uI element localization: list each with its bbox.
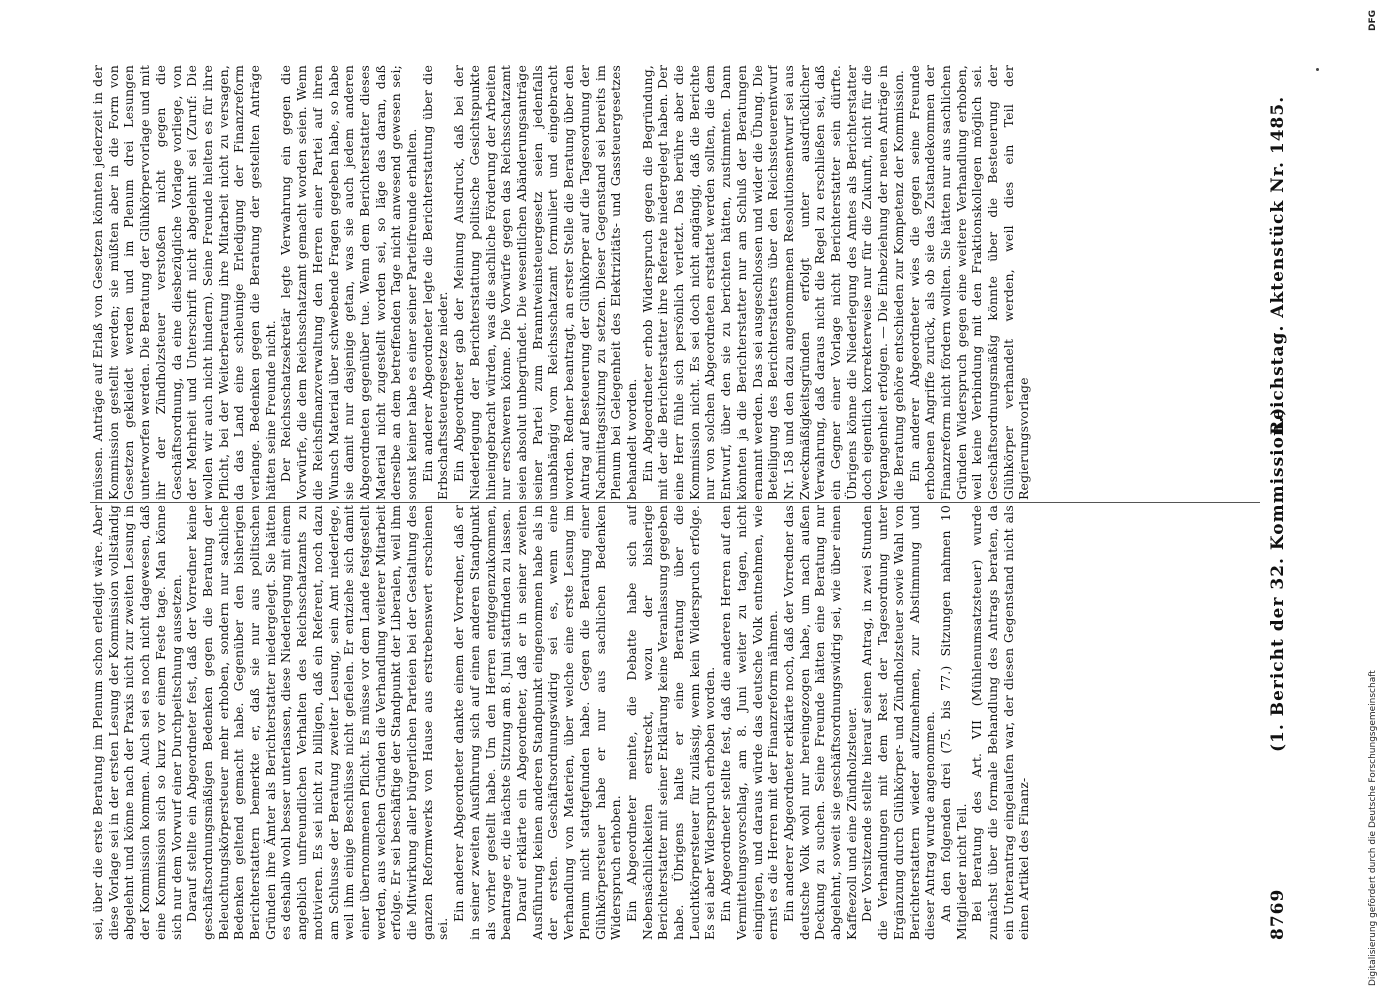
column-divider [90, 502, 1260, 503]
print-speck [1316, 68, 1319, 71]
paragraph: Der Reichsschatzsekretär legte Verwahrung ein gegen die Vorwürfe, die dem Reichsschatzamt gemacht worden seien. Wenn die Reichsfinanzverwaltung den Herren einer Partei auf ihren Wunsch Material über schwebende Fragen gegeben habe, so habe sie damit nur dasjenige getan, was sie auch jedem anderen Abgeordneten gegenüber tue. Wenn dem Berichterstatter dieses Material nicht zugestellt worden sei, so läge das daran, daß derselbe an dem betreffenden Tage nicht anwesend gewesen sei; sonst keiner habe es einer seiner Parteifreunde erhalten. [278, 65, 420, 500]
header-title-reichstag: Reichstag. Aktenstück Nr. 1485. [1268, 95, 1288, 435]
text-column-left [90, 505, 1255, 940]
text-column-right [90, 65, 1255, 500]
dfg-logo-text: DFG [1368, 10, 1378, 32]
paragraph: An den folgenden drei (75. bis 77.) Sitzungen nahmen 10 Mitglieder nicht Teil. [937, 505, 969, 940]
paragraph: Ein anderer Abgeordneter legte die Berichterstattung über die Erbschaftssteuergesetze nieder. [419, 65, 451, 500]
paragraph: müssen. Anträge auf Erlaß von Gesetzen könnten jederzeit in der Kommission gestellt werden; sie müßten aber in die Form von Gesetzen gekleidet werden und im Plenum drei Lesungen unterworfen werden. Die Beratung der Glühkörpervorlage und mit ihr der Zündholzsteuer verstoßen nicht gegen die Geschäftsordnung, da eine diesbezügliche Vorlage vorliege, von der Mehrheit und Unterschrift nicht abgelehnt sei (Zuruf: Die wollen wir auch nicht hindern). Seine Freunde hielten es für ihre Pflicht, bei der Weiterberatung ihre Mitarbeit nicht zu versagen, da das Land eine schleunige Erledigung der Finanzreform verlange. Bedenken gegen die Beratung der gestellten Anträge hätten seine Freunde nicht. [90, 65, 278, 500]
paragraph: Darauf stellte ein Abgeordneter fest, daß der Vorredner keine geschäftsordnungsmäßigen Bedenken gegen die Beratung der Beleuchtungskörpersteuer mehr erhoben, sondern nur sachliche Bedenken geltend gemacht habe. Gegenüber den bisherigen Berichterstattern bemerkte er, daß sie nur aus politischen Gründen ihre Ämter als Berichterstatter niedergelegt. Sie hätten es deshalb wohl besser unterlassen, diese Niederlegung mit einem angeblich unfreundlichen Verhalten des Reichsschatzamts zu motivieren. Es sei nicht zu billigen, daß ein Referent, noch dazu am Schlusse der Beratung zweiter Lesung, sein Amt niederlege, weil ihm einige Beschlüsse nicht gefielen. Er entziehe sich damit einer übernommenen Pflicht. Es müsse vor dem Lande festgestellt werden, aus welchen Gründen die Verhandlung weiterer Mitarbeit erfolge. Er sei beschäftige der Standpunkt der Liberalen, weil ihm die Mitwirkung aller bürgerlichen Parteien bei der Gestaltung des ganzen Reformwerks von Hause aus erstrebenswert erschienen sei. [184, 505, 451, 940]
funding-note: Digitalisierung gefördert durch die Deutsche Forschungsgemeinschaft [1368, 670, 1378, 986]
digitization-footer [1368, 0, 1380, 1000]
page-number: 8769 [1268, 888, 1288, 940]
paragraph: Ein Abgeordneter stellte fest, daß die anderen Herren auf den Vermittelungsvorschlag, am 8. Juni weiter zu tagen, nicht eingingen, und daraus würde das deutsche Volk entnehmen, wie ernst es die Herren mit der Finanzreform nähmen. [718, 505, 781, 940]
paragraph: Ein Abgeordneter erhob Widerspruch gegen die Begründung, mit der die Berichterstatter ihre Referate niedergelegt haben. Der eine Herr fühle sich persönlich verletzt. Das berühre aber die Kommission nicht. Es sei doch nicht angängig, daß die Berichte nur von solchen Abgeordneten erstattet werden sollten, die dem Entwurf, über den sie zu berichten hätten, zustimmten. Dann könnten ja die Berichterstatter nur am Schluß der Beratungen ernannt werden. Das sei ausgeschlossen und wider die Übung. Die Beteiligung des Berichterstatters über den Reichssteuerentwurf Nr. 158 und den dazu angenommenen Resolutionsentwurf sei aus Zweckmäßigkeitsgründen erfolgt unter ausdrücklicher Verwahrung, daß daraus nicht die Regel zu erschließen sei, daß ein Gegner einer Vorlage nicht Berichterstatter sein dürfte. Übrigens könne die Niederlegung des Amtes als Berichterstatter doch eigentlich korrekterweise nur für die Zukunft, nicht für die Vergangenheit erfolgen. — Die Einbeziehung der neuen Anträge in die Beratung gehöre entschieden zur Kompetenz der Kommission. [639, 65, 906, 500]
header-title-commission: (1. Bericht der 32. Kommission.) [1268, 406, 1288, 752]
paragraph: Ein Abgeordneter meinte, die Debatte habe sich auf Nebensächlichkeiten erstreckt, wozu der bisherige Berichterstatter mit seiner Erklärung keine Veranlassung gegeben habe. Übrigens halte er eine Beratung über die Leuchtkörpersteuer für zulässig, wenn kein Widerspruch erfolge. Es sei aber Widerspruch erhoben worden. [623, 505, 718, 940]
paragraph: Darauf erklärte ein Abgeordneter, daß er in seiner zweiten Ausführung keinen anderen Standpunkt eingenommen habe als in der ersten. Geschäftsordnungswidrig sei es, wenn eine Verhandlung von Materien, über welche eine erste Lesung im Plenum nicht stattgefunden habe. Gegen die Beratung einer Glühkörpersteuer habe er nur aus sachlichen Bedenken Widerspruch erhoben. [513, 505, 624, 940]
paragraph: Ein anderer Abgeordneter dankte einem der Vorredner, daß er in seiner zweiten Ausführung sich auf einen anderen Standpunkt als vorher gestellt habe. Um den Herren entgegenzukommen, beantrage er, die nächste Sitzung am 8. Juni stattfinden zu lassen. [451, 505, 514, 940]
paragraph: Ein anderer Abgeordneter erklärte noch, daß der Vorredner das deutsche Volk wohl nur hereingezogen habe, um nach außen Deckung zu suchen. Seine Freunde hätten eine Beratung nur abgelehnt, soweit sie geschäftsordnungswidrig sei, wie über einen Kaffeezoll und eine Zündholzsteuer. [780, 505, 859, 940]
page-header [1268, 70, 1294, 940]
paragraph: sei, über die erste Beratung im Plenum schon erledigt wäre. Aber diese Vorlage sei in der ersten Lesung der Kommission vollständig abgelehnt und könne nach der Praxis nicht zur zweiten Lesung in der Kommission kommen. Auch sei es noch nicht dagewesen, daß eine Kommission sich so kurz vor einem Feste tage. Man könne sich nur dem Vorwurf einer Durchpeitschung aussetzen. [90, 505, 184, 940]
paragraph: Der Vorsitzende stellte hierauf seinen Antrag, in zwei Stunden die Verhandlungen mit dem Rest der Tagesordnung unter Ergänzung durch Glühkörper- und Zündholzsteuer sowie Wahl von Berichterstattern wieder aufzunehmen, zur Abstimmung und dieser Antrag wurde angenommen. [859, 505, 938, 940]
paragraph: Ein anderer Abgeordneter wies die gegen seine Freunde erhobenen Angriffe zurück, als ob sie das Zustandekommen der Finanzreform nicht fördern wollten. Sie hätten nur aus sachlichen Gründen Widerspruch gegen eine weitere Verhandlung erhoben, weil keine Verbindung mit den Fraktionskollegen möglich sei. Geschäftsordnungsmäßig könnte über die Besteuerung der Glühkörper verhandelt werden, weil dies ein Teil der Regierungsvorlage [906, 65, 1032, 500]
paragraph: Ein Abgeordneter gab der Meinung Ausdruck, daß bei der Niederlegung der Berichterstattung politische Gesichtspunkte hineingebracht würden, was die sachliche Förderung der Arbeiten nur erschweren könne. Die Vorwürfe gegen das Reichsschatzamt seien absolut unbegründet. Die wesentlichen Abänderungsanträge seiner Partei zum Branntweinsteuergesetz seien jedenfalls unabhängig vom Reichsschatzamt formuliert und eingebracht worden. Redner beantragt, an erster Stelle die Beratung über den Antrag auf Besteuerung der Glühkörper auf die Tagesordnung der Nachmittagssitzung zu setzen. Dieser Gegenstand sei bereits im Plenum bei Gelegenheit des Elektrizitäts- und Gassteuergesetzes behandelt worden. [451, 65, 639, 500]
paragraph: Bei Beratung des Art. VII (Mühlenumsatzsteuer) wurde zunächst über die formale Behandlung des Antrags beraten, da ein Unterantrag eingelaufen war, der diesen Gegenstand nicht als einen Artikel des Finanz- [969, 505, 1032, 940]
